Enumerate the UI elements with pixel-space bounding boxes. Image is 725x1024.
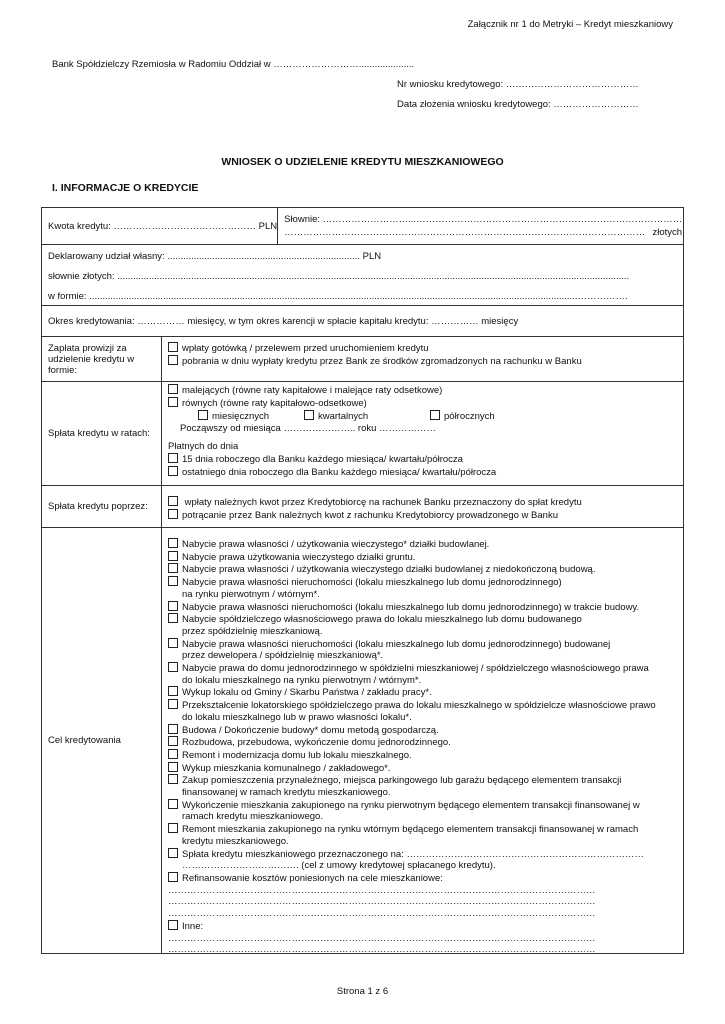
purpose-option[interactable]: Nabycie prawa do domu jednorodzinnego w spółdzielni mieszkaniowej / spółdzielczego własnościowego prawa bbox=[168, 662, 677, 675]
checkbox[interactable] bbox=[198, 410, 208, 420]
purpose-blank-line[interactable]: ……………………………………………………………………………………………………………………… bbox=[168, 908, 596, 920]
repayment-installments-label: Spłata kredytu w ratach: bbox=[48, 428, 150, 439]
purpose-option[interactable]: Zakup pomieszczenia przynależnego, miejsca parkingowego lub garażu będącego elementem transakcji bbox=[168, 774, 677, 787]
amount-words-line[interactable]: …………………………………………………………………………………………………… bbox=[284, 227, 646, 238]
purpose-option-continuation[interactable]: na rynku pierwotnym / wtórnym*. bbox=[182, 588, 320, 600]
form-title: WNIOSEK O UDZIELENIE KREDYTU MIESZKANIOWEGO bbox=[221, 156, 504, 168]
checkbox[interactable] bbox=[168, 686, 178, 696]
commission-row bbox=[42, 337, 683, 382]
purpose-option-continuation[interactable]: finansowanej w ramach kredytu mieszkaniowego. bbox=[182, 787, 391, 799]
bank-branch-field[interactable]: Bank Spółdzielczy Rzemiosła w Radomiu Oddział w ………………………..................... bbox=[52, 59, 415, 70]
purpose-row bbox=[42, 528, 683, 956]
checkbox[interactable] bbox=[168, 662, 178, 672]
purpose-option-continuation[interactable]: ………………………………. (cel z umowy kredytowej spłacanego kredytu). bbox=[182, 860, 496, 872]
purpose-option[interactable]: Rozbudowa, przebudowa, wykończenie domu jednorodzinnego. bbox=[168, 736, 677, 749]
currency-label: złotych bbox=[652, 227, 683, 238]
checkbox[interactable] bbox=[304, 410, 314, 420]
purpose-blank-line[interactable]: ……………………………………………………………………………………………………………………… bbox=[168, 896, 596, 908]
own-contribution-form-field[interactable]: w formie: .........................................................................................................................................................................................……………. bbox=[48, 291, 628, 302]
purpose-option[interactable]: Wykup lokalu od Gminy / Skarbu Państwa / zakładu pracy*. bbox=[168, 686, 677, 699]
purpose-option-continuation[interactable]: do lokalu mieszkalnego lub w prawo własności lokalu*. bbox=[182, 711, 412, 723]
checkbox[interactable] bbox=[168, 563, 178, 573]
purpose-option[interactable]: Remont i modernizacja domu lub lokalu mieszkalnego. bbox=[168, 749, 677, 762]
checkbox[interactable] bbox=[168, 848, 178, 858]
payable-label: Płatnych do dnia bbox=[168, 441, 239, 452]
checkbox[interactable] bbox=[168, 762, 178, 772]
application-date-field[interactable]: Data złożenia wniosku kredytowego: ……………………… bbox=[397, 99, 639, 110]
purpose-option[interactable]: Nabycie prawa użytkowania wieczystego działki gruntu. bbox=[168, 551, 677, 564]
checkbox[interactable] bbox=[168, 466, 178, 476]
checkbox[interactable] bbox=[168, 736, 178, 746]
checkbox[interactable] bbox=[168, 872, 178, 882]
repayment-via-option[interactable]: potrącanie przez Bank należnych kwot z rachunku Kredytobiorcy prowadzonego w Banku bbox=[168, 509, 677, 522]
repayment-via-row bbox=[42, 486, 683, 528]
frequency-monthly[interactable]: miesięcznych bbox=[198, 410, 304, 423]
purpose-option-continuation[interactable]: ramach kredytu mieszkaniowego. bbox=[182, 811, 323, 823]
purpose-option-continuation[interactable]: kredytu mieszkaniowego. bbox=[182, 835, 289, 847]
repayment-via-option[interactable]: wpłaty należnych kwot przez Kredytobiorcę na rachunek Banku przeznaczony do spłat kredytu bbox=[168, 496, 677, 509]
checkbox[interactable] bbox=[168, 601, 178, 611]
purpose-option[interactable]: Nabycie prawa własności nieruchomości (lokalu mieszkalnego lub domu jednorodzinnego) bbox=[168, 576, 677, 589]
purpose-option[interactable]: Nabycie spółdzielczego własnościowego prawa do lokalu mieszkalnego lub domu budowanego bbox=[168, 613, 677, 626]
purpose-option[interactable]: Budowa / Dokończenie budowy* domu metodą gospodarczą. bbox=[168, 724, 677, 737]
purpose-option-continuation[interactable]: przez dewelopera / spółdzielnię mieszkaniową*. bbox=[182, 650, 384, 662]
section-heading: I. INFORMACJE O KREDYCIE bbox=[52, 182, 199, 194]
checkbox[interactable] bbox=[168, 613, 178, 623]
checkbox[interactable] bbox=[168, 699, 178, 709]
credit-period-field[interactable]: Okres kredytowania: …………… miesięcy, w tym okres karencji w spłacie kapitału kredytu: …………… miesięcy bbox=[42, 306, 683, 337]
checkbox[interactable] bbox=[168, 638, 178, 648]
repayment-via-label: Spłata kredytu poprzez: bbox=[48, 501, 148, 512]
purpose-option-continuation[interactable]: przez spółdzielnię mieszkaniową. bbox=[182, 625, 323, 637]
checkbox[interactable] bbox=[430, 410, 440, 420]
credit-amount-field[interactable]: Kwota kredytu: ……………………………………… PLN bbox=[42, 208, 278, 244]
payable-option[interactable]: ostatniego dnia roboczego dla Banku każdego miesiąca/ kwartału/półrocza bbox=[168, 466, 677, 479]
purpose-option-continuation[interactable]: do lokalu mieszkalnego na rynku pierwotnym / wtórnym*. bbox=[182, 674, 422, 686]
decreasing-installments-option[interactable]: malejących (równe raty kapitałowe i malejące raty odsetkowe) bbox=[168, 384, 677, 397]
commission-label: Zapłata prowizji za udzielenie kredytu w formie: bbox=[42, 337, 162, 381]
purpose-blank-line[interactable]: ……………………………………………………………………………………………………………………… bbox=[168, 944, 596, 956]
credit-amount-words bbox=[278, 208, 688, 244]
purpose-option[interactable]: Spłata kredytu mieszkaniowego przeznaczonego na: ………………………………………………………………… bbox=[168, 848, 677, 861]
purpose-blank-line[interactable]: ……………………………………………………………………………………………………………………… bbox=[168, 884, 596, 896]
checkbox[interactable] bbox=[168, 551, 178, 561]
purpose-option[interactable]: Wykończenie mieszkania zakupionego na rynku pierwotnym będącego elementem transakcji finansowanej w bbox=[168, 799, 677, 812]
starting-month-field[interactable]: Począwszy od miesiąca ………………….. roku ……………… bbox=[180, 423, 437, 434]
checkbox[interactable] bbox=[168, 799, 178, 809]
frequency-quarterly[interactable]: kwartalnych bbox=[304, 410, 430, 423]
purpose-option[interactable]: Remont mieszkania zakupionego na rynku wtórnym będącego elementem transakcji finansowanej w ramach bbox=[168, 823, 677, 836]
own-contribution-row bbox=[42, 245, 683, 306]
purpose-option[interactable]: Nabycie prawa własności / użytkowania wieczystego działki budowlanej z niedokończoną budową. bbox=[168, 563, 677, 576]
payable-option[interactable]: 15 dnia roboczego dla Banku każdego miesiąca/ kwartału/półrocza bbox=[168, 453, 677, 466]
purpose-label: Cel kredytowania bbox=[48, 735, 121, 746]
own-contribution-words-field[interactable]: słownie złotych: .................................................................................................................................................................................................. bbox=[48, 271, 630, 282]
checkbox[interactable] bbox=[168, 538, 178, 548]
amount-words-line[interactable]: Słownie: ………………………...………………………………………………………………………… bbox=[284, 214, 683, 225]
checkbox[interactable] bbox=[168, 397, 178, 407]
frequency-options bbox=[168, 410, 677, 423]
checkbox[interactable] bbox=[168, 342, 178, 352]
purpose-blank-line[interactable]: ……………………………………………………………………………………………………………………… bbox=[168, 932, 596, 944]
purpose-option[interactable]: Nabycie prawa własności nieruchomości (lokalu mieszkalnego lub domu jednorodzinnego) w trakcie budowy. bbox=[168, 601, 677, 614]
checkbox[interactable] bbox=[168, 496, 178, 506]
own-contribution-field[interactable]: Deklarowany udział własny: ......................................................................... PLN bbox=[48, 251, 382, 262]
checkbox[interactable] bbox=[168, 823, 178, 833]
equal-installments-option[interactable]: równych (równe raty kapitałowo-odsetkowe) bbox=[168, 397, 677, 410]
purpose-option[interactable]: Nabycie prawa własności nieruchomości (lokalu mieszkalnego lub domu jednorodzinnego) budowanej bbox=[168, 638, 677, 651]
checkbox[interactable] bbox=[168, 576, 178, 586]
frequency-semiannual[interactable]: półrocznych bbox=[430, 410, 495, 423]
purpose-option[interactable]: Przekształcenie lokatorskiego spółdzielczego prawa do lokalu mieszkalnego w spółdzielcze własnościowe prawo bbox=[168, 699, 677, 712]
checkbox[interactable] bbox=[168, 453, 178, 463]
credit-info-table bbox=[41, 207, 684, 954]
checkbox[interactable] bbox=[168, 749, 178, 759]
page-number: Strona 1 z 6 bbox=[336, 986, 389, 997]
attachment-note: Załącznik nr 1 do Metryki – Kredyt mieszkaniowy bbox=[467, 19, 673, 30]
purpose-option[interactable]: Inne: bbox=[168, 920, 677, 933]
checkbox[interactable] bbox=[168, 355, 178, 365]
purpose-options bbox=[162, 528, 683, 956]
purpose-option[interactable]: Nabycie prawa własności / użytkowania wieczystego* działki budowlanej. bbox=[168, 538, 677, 551]
repayment-installments-row bbox=[42, 382, 683, 486]
purpose-option[interactable]: Wykup mieszkania komunalnego / zakładowego*. bbox=[168, 762, 677, 775]
checkbox[interactable] bbox=[168, 724, 178, 734]
credit-amount-row bbox=[42, 208, 683, 245]
commission-option[interactable]: pobrania w dniu wypłaty kredytu przez Bank ze środków zgromadzonych na rachunku w Banku bbox=[168, 355, 677, 368]
checkbox[interactable] bbox=[168, 509, 178, 519]
purpose-option[interactable]: Refinansowanie kosztów poniesionych na cele mieszkaniowe: bbox=[168, 872, 677, 885]
commission-option[interactable]: wpłaty gotówką / przelewem przed uruchomieniem kredytu bbox=[168, 342, 677, 355]
checkbox[interactable] bbox=[168, 920, 178, 930]
checkbox[interactable] bbox=[168, 384, 178, 394]
checkbox[interactable] bbox=[168, 774, 178, 784]
application-number-field[interactable]: Nr wniosku kredytowego: …………………………………… bbox=[397, 79, 639, 90]
